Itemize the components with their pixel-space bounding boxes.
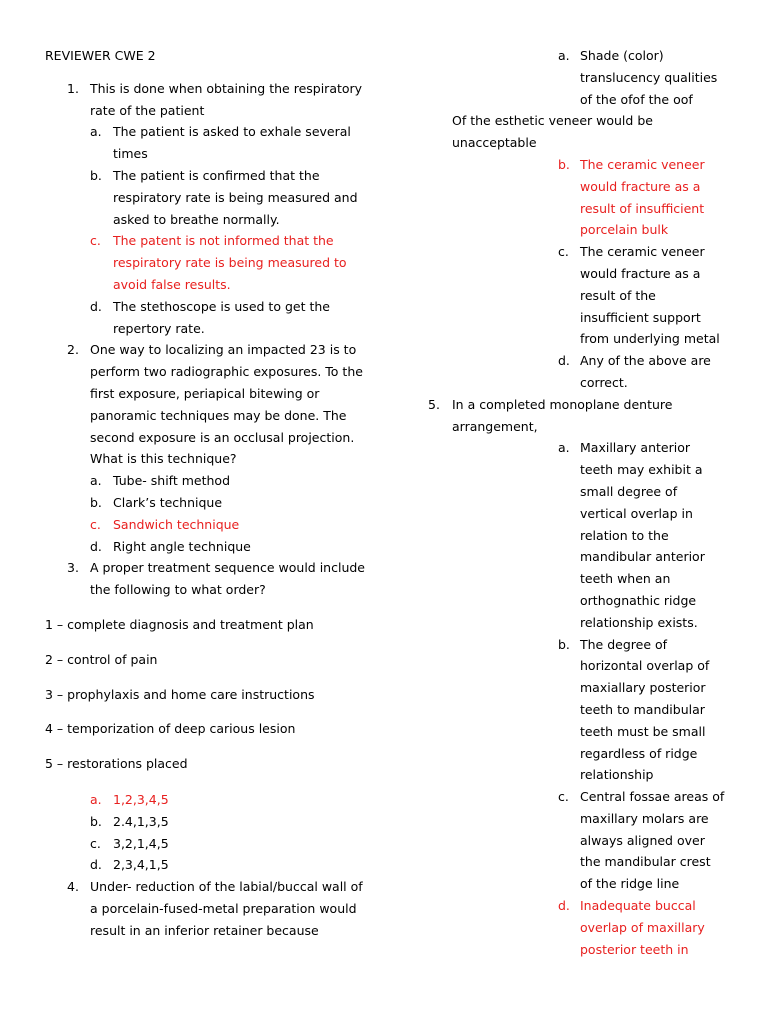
option-3b: [45, 811, 365, 833]
option-letter: d.: [558, 898, 570, 914]
option-text-line: from underlying metal: [580, 331, 720, 347]
option-4c: [425, 241, 725, 350]
option-text-line: correct.: [580, 374, 628, 390]
option-text-line: relation to the: [580, 527, 669, 543]
question-text-line: What is this technique?: [90, 451, 237, 467]
option-text-line: asked to breathe normally.: [113, 211, 280, 227]
sequence-item-2: 2 – control of pain: [45, 651, 158, 667]
question-text-line: first exposure, periapical bitewing or: [90, 385, 320, 401]
option-text-line: The stethoscope is used to get the: [113, 298, 330, 314]
question-text-line: One way to localizing an impacted 23 is to: [90, 342, 357, 358]
option-3d: [45, 854, 365, 876]
option-1a: [45, 121, 365, 165]
question-text-line: A proper treatment sequence would include: [89, 560, 365, 576]
option-text-line: respiratory rate is being measured to: [113, 255, 347, 271]
option-text-line: overlap of maxillary: [580, 919, 705, 935]
option-4a: [425, 45, 725, 110]
option-text-line: Central fossae areas of: [580, 789, 725, 805]
option-text-line: The degree of: [580, 636, 668, 652]
question-text-line: perform two radiographic exposures. To the: [90, 364, 363, 380]
option-text-line: Any of the above are: [580, 353, 711, 369]
option-letter: c.: [558, 244, 569, 260]
question-4: [45, 876, 365, 941]
option-letter: c.: [90, 233, 101, 249]
option-text-line: times: [113, 146, 148, 162]
option-text-line: 2.4,1,3,5: [113, 813, 169, 829]
question-3: [45, 557, 365, 601]
option-text-line: result of the: [580, 287, 656, 303]
option-4d: [425, 350, 725, 394]
option-2a: [45, 470, 365, 492]
option-letter: a.: [90, 791, 102, 807]
question-number: 1.: [67, 80, 79, 96]
option-text-line: avoid false results.: [113, 276, 231, 292]
option-4b-correct: [425, 154, 725, 241]
sequence-item-1: 1 – complete diagnosis and treatment plan: [45, 616, 314, 632]
option-1b: [45, 165, 365, 230]
option-letter: b.: [90, 494, 102, 510]
option-letter: c.: [558, 789, 569, 805]
option-text-line: The ceramic veneer: [580, 156, 705, 172]
option-text-line: insufficient support: [580, 309, 701, 325]
option-letter: d.: [90, 298, 102, 314]
option-text-line: repertory rate.: [113, 320, 205, 336]
option-3c: [45, 833, 365, 855]
question-text-line: panoramic techniques may be done. The: [90, 407, 347, 423]
option-2c-correct: [45, 514, 365, 536]
option-letter: d.: [90, 857, 102, 873]
option-text-line: translucency qualities: [580, 69, 718, 85]
option-2d: [45, 536, 365, 558]
option-letter: a.: [558, 48, 570, 63]
option-text-line: relationship exists.: [580, 614, 698, 630]
option-text-line: orthognathic ridge: [580, 592, 697, 608]
option-2b: [45, 492, 365, 514]
option-text-line: Sandwich technique: [113, 516, 240, 532]
option-letter: a.: [558, 440, 570, 456]
option-text-line: always aligned over: [580, 832, 705, 848]
option-text-line: teeth must be small: [580, 723, 706, 739]
continuation-text-line: unacceptable: [452, 135, 537, 151]
option-text-line: Shade (color): [580, 48, 664, 63]
question-text-line: result in an inferior retainer because: [90, 922, 319, 938]
question-text-line: This is done when obtaining the respiratory: [90, 80, 363, 96]
option-text-line: Clark’s technique: [113, 494, 223, 510]
option-letter: a.: [90, 124, 102, 140]
continuation-text-line: Of the esthetic veneer would be: [452, 113, 653, 129]
option-letter: d.: [558, 353, 570, 369]
question-number: 2.: [67, 342, 79, 358]
option-text-line: The patent is not informed that the: [113, 233, 334, 249]
option-text-line: the mandibular crest: [580, 854, 711, 870]
question-text-line: In a completed monoplane denture: [452, 396, 673, 412]
option-5c: [425, 786, 725, 895]
option-text-line: porcelain bulk: [580, 222, 669, 238]
option-1d: [45, 296, 365, 340]
option-5b: [425, 634, 725, 787]
option-letter: d.: [90, 538, 102, 554]
option-text-line: regardless of ridge: [580, 745, 698, 761]
option-text-line: Inadequate buccal: [580, 898, 696, 914]
question-text-line: second exposure is an occlusal projection.: [90, 429, 355, 445]
option-text-line: 2,3,4,1,5: [113, 857, 169, 873]
option-letter: b.: [558, 156, 570, 172]
option-text-line: relationship: [580, 767, 654, 783]
option-text-line: Tube- shift method: [113, 473, 231, 489]
option-text-line: of the ofof the oof: [580, 91, 693, 107]
option-letter: c.: [90, 516, 101, 532]
sequence-item-4: 4 – temporization of deep carious lesion: [45, 721, 296, 737]
option-text-line: respiratory rate is being measured and: [113, 189, 358, 205]
option-text-line: mandibular anterior: [580, 549, 705, 565]
option-text-line: The patient is asked to exhale several: [113, 124, 351, 140]
option-text-line: teeth to mandibular: [580, 701, 705, 717]
question-5: [425, 394, 725, 438]
option-text-line: result of insufficient: [580, 200, 705, 216]
option-3a-correct: [45, 789, 365, 811]
option-text-line: posterior teeth in: [580, 941, 689, 957]
question-text-line: Under- reduction of the labial/buccal wall of: [90, 879, 363, 895]
question-text-line: rate of the patient: [90, 102, 205, 118]
option-1c-correct: [45, 230, 365, 295]
option-5d-correct: [425, 895, 725, 960]
question-1: [45, 78, 365, 122]
option-letter: b.: [90, 167, 102, 183]
sequence-item-3: 3 – prophylaxis and home care instructions: [45, 686, 315, 702]
option-text-line: horizontal overlap of: [580, 658, 710, 674]
option-text-line: 1,2,3,4,5: [113, 791, 169, 807]
option-text-line: vertical overlap in: [580, 505, 693, 521]
option-text-line: maxiallary posterior: [580, 680, 706, 696]
option-text-line: teeth may exhibit a: [580, 462, 703, 478]
question-number: 4.: [67, 879, 79, 895]
option-text-line: The patient is confirmed that the: [113, 167, 320, 183]
option-text-line: The ceramic veneer: [580, 244, 705, 260]
question-text-line: the following to what order?: [89, 582, 266, 598]
option-text-line: maxillary molars are: [580, 810, 709, 826]
option-text-line: small degree of: [580, 483, 678, 499]
option-text-line: would fracture as a: [580, 178, 701, 194]
option-text-line: teeth when an: [580, 571, 671, 587]
question-number: 5.: [428, 396, 440, 412]
document-title: REVIEWER CWE 2: [45, 48, 156, 63]
question-text-line: arrangement,: [452, 418, 538, 434]
left-column: [45, 45, 365, 941]
option-text-line: of the ridge line: [580, 876, 680, 892]
option-text-line: Right angle technique: [113, 538, 251, 554]
option-letter: c.: [90, 835, 101, 851]
option-letter: a.: [90, 473, 102, 489]
question-number: 3.: [67, 560, 79, 576]
sequence-item-5: 5 – restorations placed: [45, 756, 188, 772]
question-2: [45, 339, 365, 470]
right-column: [425, 45, 725, 960]
option-letter: b.: [90, 813, 102, 829]
question-text-line: a porcelain-fused-metal preparation would: [90, 900, 357, 916]
option-text-line: 3,2,1,4,5: [113, 835, 169, 851]
option-5a: [425, 437, 725, 633]
option-letter: b.: [558, 636, 570, 652]
option-text-line: would fracture as a: [580, 265, 701, 281]
option-text-line: Maxillary anterior: [580, 440, 691, 456]
